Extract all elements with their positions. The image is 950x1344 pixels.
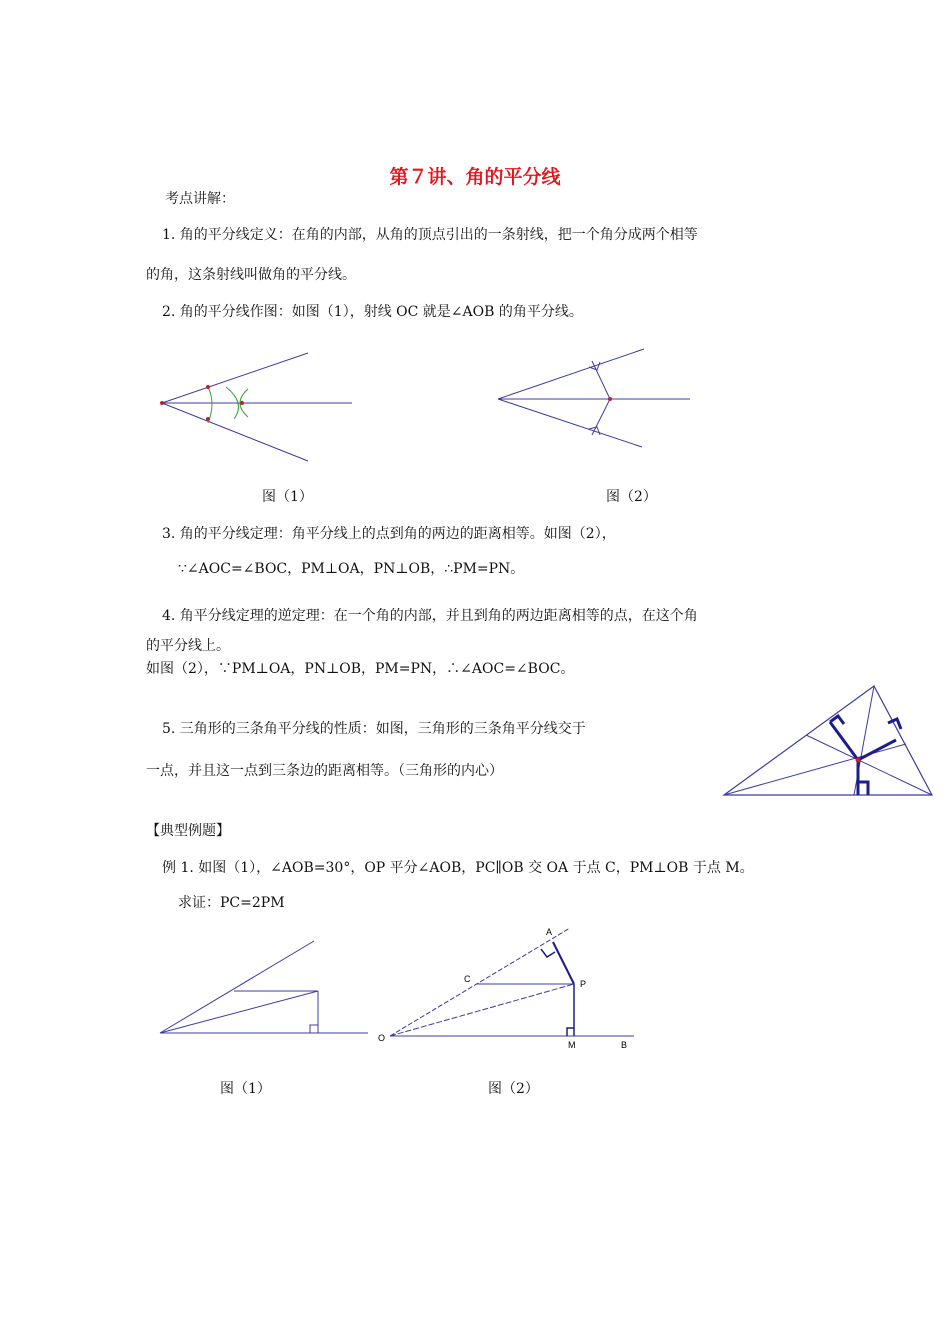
point-5-line-2: 一点，并且这一点到三条边的距离相等。（三角形的内心）	[146, 763, 503, 779]
ray-ob	[162, 403, 308, 461]
point-label-c: C	[464, 974, 471, 984]
point-2-line-1: 2. 角的平分线作图：如图（1），射线 OC 就是∠AOB 的角平分线。	[162, 304, 583, 320]
example-1-line-1: 例 1. 如图（1），∠AOB=30°，OP 平分∠AOB，PC∥OB 交 OA 于点 C，PM⊥OB 于点 M。	[162, 860, 754, 876]
point-3-line-2: ∵∠AOC=∠BOC，PM⊥OA，PN⊥OB，∴PM=PN。	[178, 561, 525, 577]
point-4-line-2: 的平分线上。	[146, 638, 230, 654]
example-1-line-2: 求证：PC=2PM	[178, 895, 285, 911]
point-5-line-1: 5. 三角形的三条角平分线的性质：如图，三角形的三条角平分线交于	[162, 721, 586, 737]
point-label-a: A	[546, 927, 553, 937]
point-label-o: O	[378, 1033, 386, 1043]
figure-1-label: 图（1）	[262, 489, 313, 505]
point-3-line-1: 3. 角的平分线定理：角平分线上的点到角的两边的距离相等。如图（2），	[162, 526, 616, 542]
point-label-m: M	[568, 1040, 576, 1050]
example-figure-1	[150, 935, 380, 1045]
perpendicular-pn	[592, 399, 610, 435]
figure-2-bisector-theorem	[490, 345, 700, 445]
triangle-incenter-figure	[718, 682, 940, 802]
point-label-p: P	[580, 979, 587, 989]
perpendicular-pm	[592, 361, 610, 399]
point-label-b: B	[621, 1040, 628, 1050]
example-figure-2-label: 图（2）	[488, 1081, 539, 1097]
page-title: 第７讲、角的平分线	[389, 166, 561, 188]
figure-2-label: 图（2）	[606, 489, 657, 505]
point-1-line-2: 的角，这条射线叫做角的平分线。	[146, 267, 356, 283]
point-4-line-3: 如图（2），∵PM⊥OA，PN⊥OB，PM=PN，∴∠AOC=∠BOC。	[146, 661, 575, 677]
figure-1-bisector-construction	[150, 345, 370, 435]
point-4-line-1: 4. 角平分线定理的逆定理：在一个角的内部，并且到角的两边距离相等的点，在这个角	[162, 608, 698, 624]
example-figure-1-label: 图（1）	[220, 1081, 271, 1097]
examples-heading: 【典型例题】	[146, 823, 230, 839]
section-heading: 考点讲解：	[165, 191, 235, 207]
example-figure-2	[372, 922, 642, 1052]
point-1-line-1: 1. 角的平分线定义：在角的内部，从角的顶点引出的一条射线，把一个角分成两个相等	[162, 227, 698, 243]
